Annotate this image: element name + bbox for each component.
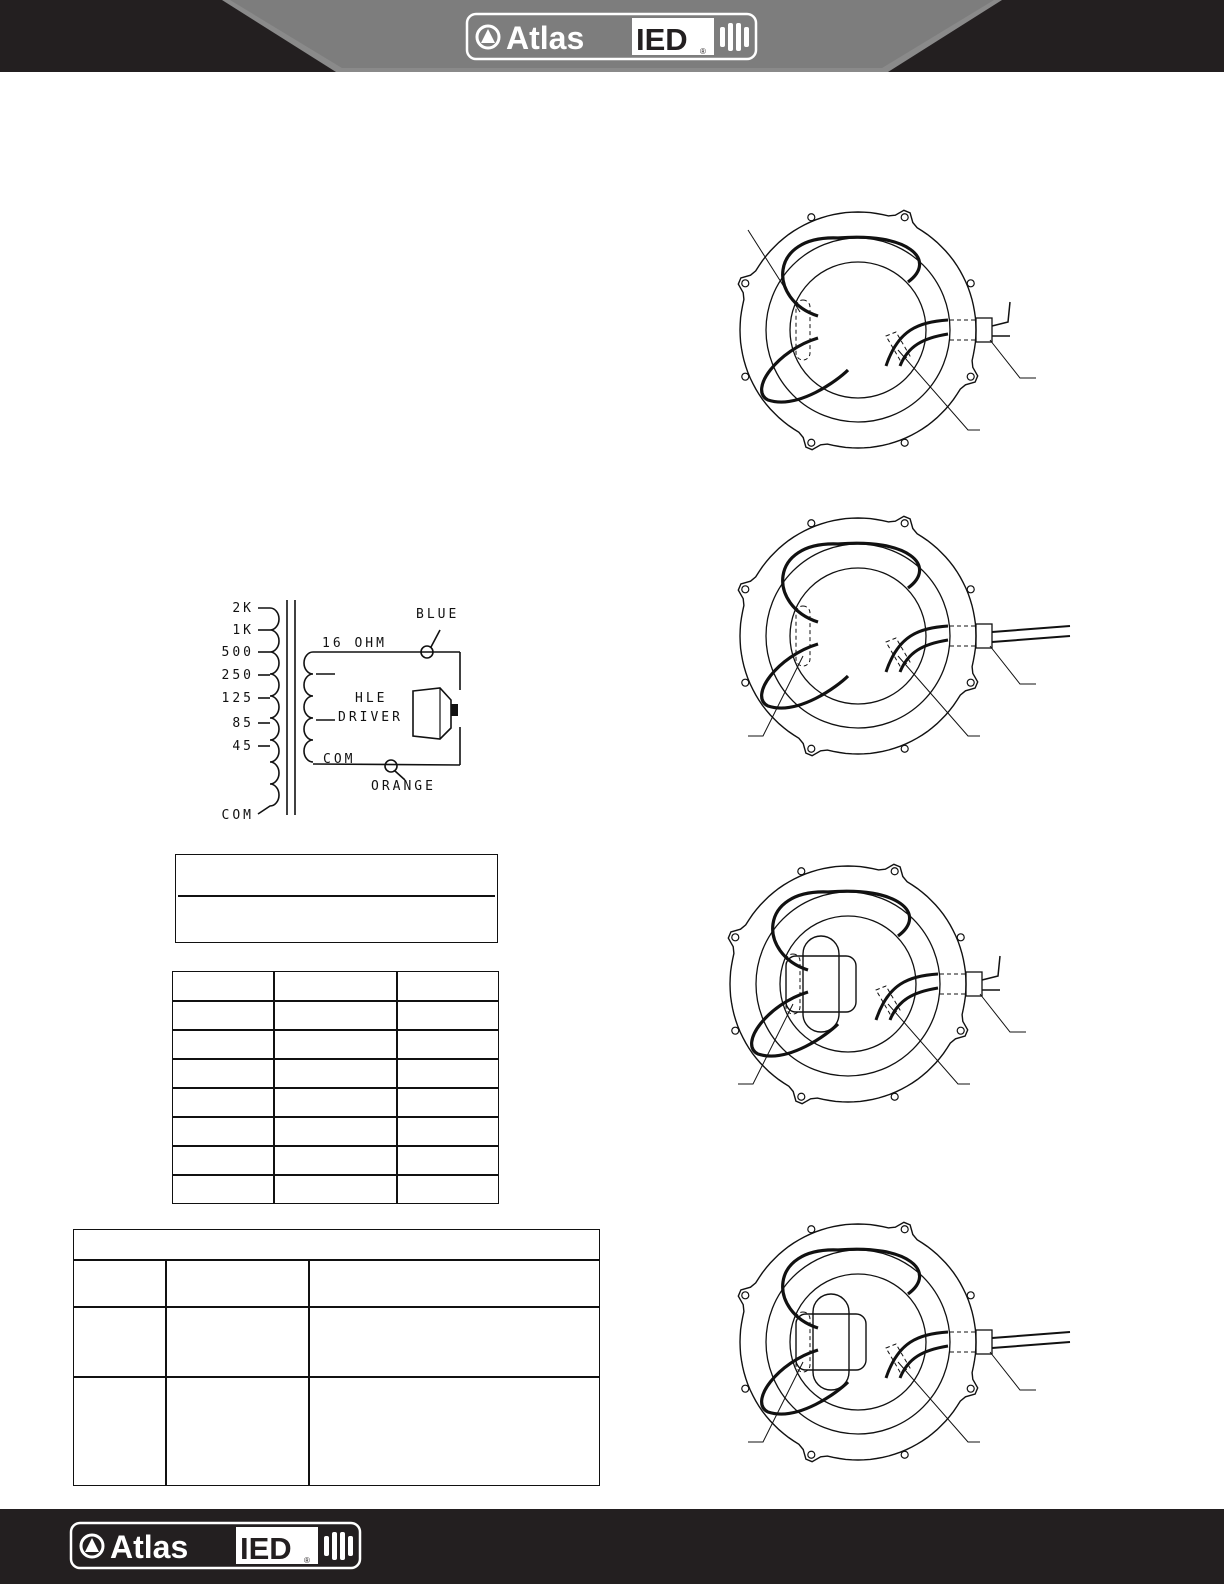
driver-label-line2: DRIVER [338,710,403,725]
secondary-impedance-label: 16 OHM [322,636,387,651]
driver-wiring-figure [738,1222,1070,1461]
driver-wiring-figure [728,864,1026,1103]
tap-85: 85 [232,716,254,731]
tap-1k: 1K [232,623,254,638]
logo-registered: ® [700,47,706,56]
secondary-com-label: COM [323,752,356,767]
tap-com: COM [221,808,254,823]
tap-250: 250 [221,668,254,683]
driver-label-line1: HLE [355,691,388,706]
logo-text-atlas: Atlas [506,20,585,56]
wire-blue-label: BLUE [416,607,460,622]
tap-500: 500 [221,645,254,660]
tap-125: 125 [221,691,254,706]
wire-orange-label: ORANGE [371,779,436,794]
logo-text-ied: IED [636,22,688,57]
atlasied-footer-logo [70,1522,362,1570]
footer-logo-text-ied: IED [240,1531,292,1566]
tap-2k: 2K [232,601,254,616]
driver-wiring-figure [738,516,1070,755]
footer-logo-text-atlas: Atlas [110,1529,189,1565]
tap-45: 45 [232,739,254,754]
footer-logo-registered: ® [304,1556,310,1565]
driver-wiring-figure [738,210,1036,449]
